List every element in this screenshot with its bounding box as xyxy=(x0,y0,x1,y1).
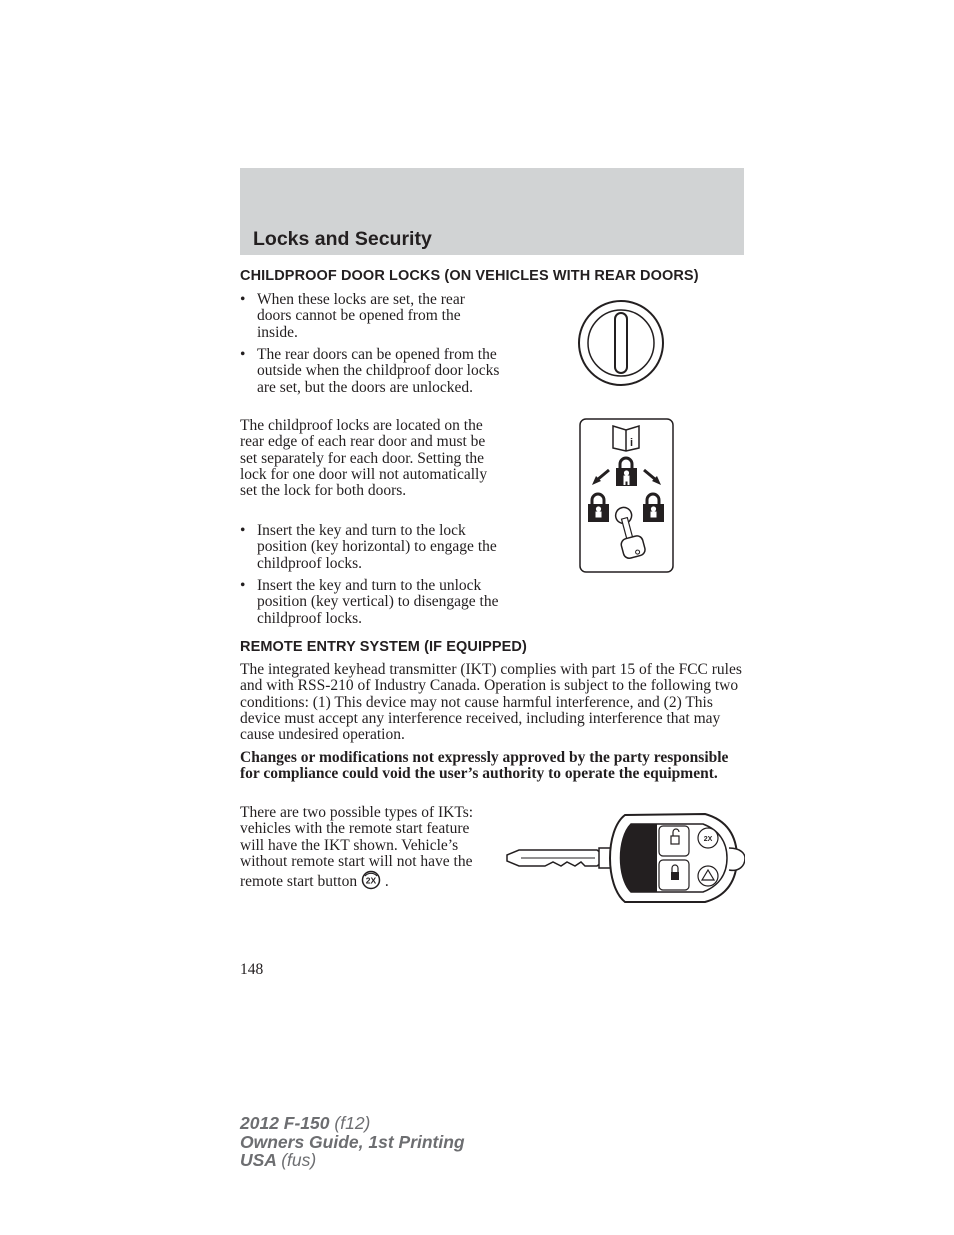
ikt-compliance-paragraph: The integrated keyhead transmitter (IKT) complies with part 15 of the FCC rules and with RSS-210 of Industry Canada. Operation is subject to the following two conditions: (1) This device may not cause harmful interference, and (2) This device must accept any interference received, including interference that may cause undesired operation. xyxy=(240,661,742,744)
remote-start-icon-label: 2X xyxy=(365,875,377,886)
bullet-dot: • xyxy=(240,577,246,594)
bullet-dot: • xyxy=(240,291,246,308)
bullet-text: Insert the key and turn to the lock position (key horizontal) to engage the childproof locks. xyxy=(257,522,497,572)
section-header-band xyxy=(240,168,744,255)
childproof-paragraph: The childproof locks are located on the rear edge of each rear door and must be set separately for each door. Setting the lock for one door will not automatically set the lock for both doors. xyxy=(240,417,488,500)
owners-manual-icon xyxy=(613,426,639,451)
page-title: Locks and Security xyxy=(253,228,432,250)
footer-line-2: Owners Guide, 1st Printing xyxy=(240,1131,465,1152)
footer-line-1 xyxy=(240,1114,465,1133)
ikt-types-text-end: . xyxy=(384,873,389,891)
remote-entry-heading: REMOTE ENTRY SYSTEM (IF EQUIPPED) xyxy=(240,639,527,655)
bullet-text: The rear doors can be opened from the outside when the childproof door locks are set, but the doors are unlocked. xyxy=(257,346,500,396)
footer-market: USA xyxy=(240,1150,277,1170)
list-item xyxy=(240,292,502,341)
list-item xyxy=(240,347,502,396)
bullet-text: When these locks are set, the rear doors cannot be opened from the inside. xyxy=(257,291,465,341)
bullet-text: Insert the key and turn to the unlock position (key vertical) to disengage the childproof locks. xyxy=(257,577,499,627)
integrated-keyhead-transmitter-icon xyxy=(505,810,745,906)
bullet-dot: • xyxy=(240,522,246,539)
remote-start-icon xyxy=(361,870,381,890)
warning-paragraph: Changes or modifications not expressly approved by the party responsible for compliance could void the user’s authority to operate the equipment. xyxy=(240,749,729,783)
footer-model: 2012 F-150 xyxy=(240,1113,330,1133)
ikt-types-paragraph xyxy=(240,805,492,890)
page-number: 148 xyxy=(240,961,264,978)
childproof-lock-label-icon xyxy=(579,418,674,573)
footer-model-code: (f12) xyxy=(334,1113,371,1133)
ikt-types-text: There are two possible types of IKTs: vehicles with the remote start feature will have the IKT shown. Vehicle’s without remote start will not have the remote start button xyxy=(240,804,474,891)
childproof-heading: CHILDPROOF DOOR LOCKS (ON VEHICLES WITH REAR DOORS) xyxy=(240,268,699,284)
svg-text:i: i xyxy=(630,437,634,449)
document-footer xyxy=(240,1114,465,1170)
footer-line-3 xyxy=(240,1151,465,1170)
bullet-dot: • xyxy=(240,346,246,363)
footer-market-code: (fus) xyxy=(281,1150,317,1170)
lock-cylinder-icon xyxy=(577,299,665,387)
list-item xyxy=(240,523,502,572)
list-item xyxy=(240,578,502,627)
svg-text:2X: 2X xyxy=(703,836,713,843)
